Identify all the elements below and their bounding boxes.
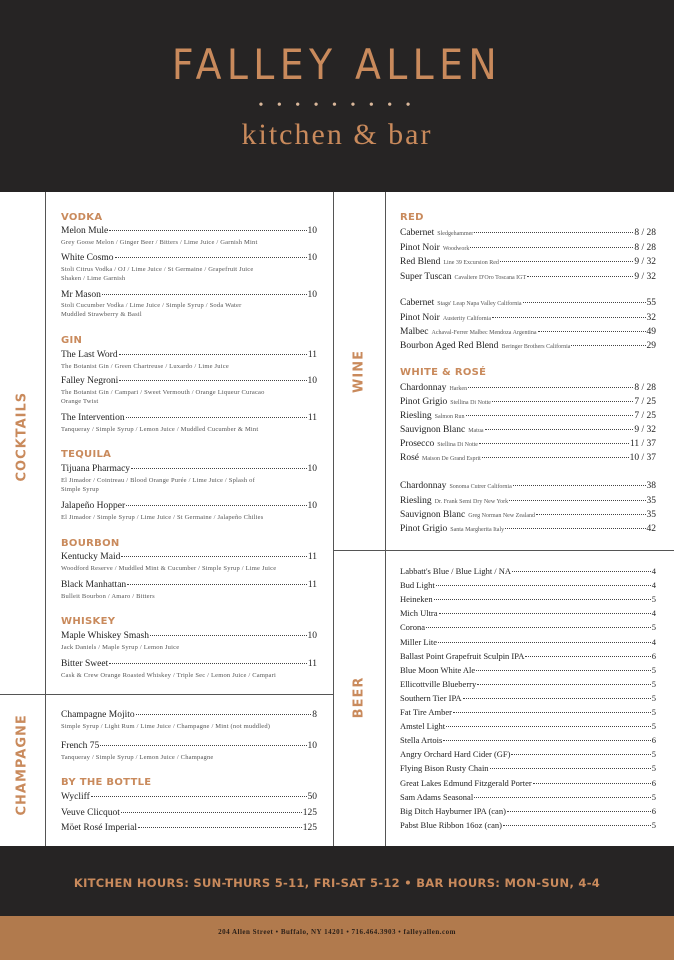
menu-item: Veuve Clicquot 125	[61, 808, 317, 818]
menu-item-desc: El Jimador / Cointreau / Blood Orange Purée / Lime Juice / Splash of	[61, 477, 255, 484]
menu-item: Pinot Noir Austerity California 32	[400, 313, 656, 323]
beer-item: Ballast Point Grapefruit Sculpin IPA 6	[400, 650, 656, 661]
menu-item-desc: Bulleit Bourbon / Amaro / Bitters	[61, 593, 155, 600]
beer-item: Corona 5	[400, 622, 656, 633]
menu-item: Chardonnay Harken 8 / 28	[400, 383, 656, 393]
menu-item: Pinot Noir Woodwork 8 / 28	[400, 243, 656, 253]
beer-item: Big Ditch Hayburner IPA (can) 6	[400, 805, 656, 816]
menu-item: Riesling Salmon Run 7 / 25	[400, 411, 656, 421]
menu-item: Sauvignon Blanc Matua 9 / 32	[400, 425, 656, 435]
menu-item: Cabernet Stags' Leap Napa Valley California 55	[400, 298, 656, 308]
menu-item: Möet Rosé Imperial 125	[61, 823, 317, 833]
menu-item: Red Blend Line 39 Excursion Red 9 / 32	[400, 257, 656, 267]
menu-item-desc: Shaken / Lime Garnish	[61, 275, 126, 282]
menu-item: Bourbon Aged Red Blend Beringer Brothers California 29	[400, 341, 656, 351]
menu-item-desc: The Botanist Gin / Campari / Sweet Vermouth / Orange Liqueur Curacao	[61, 389, 265, 396]
menu-item: Mr Mason 10	[61, 290, 317, 300]
divider-beer	[333, 550, 674, 551]
menu-item: Chardonnay Sonoma Cutrer California 38	[400, 481, 656, 491]
section-gin: GIN	[61, 335, 83, 346]
menu-item-desc: Stoli Citrus Vodka / OJ / Lime Juice / St Germaine / Grapefruit Juice	[61, 266, 254, 273]
menu-item: Pinot Grigio Santa Margherita Italy 42	[400, 524, 656, 534]
beer-item: Sam Adams Seasonal 5	[400, 791, 656, 802]
section-red: RED	[400, 212, 424, 223]
beer-item: Great Lakes Edmund Fitzgerald Porter 6	[400, 777, 656, 788]
menu-item-desc: El Jimador / Simple Syrup / Lime Juice / St Germaine / Jalapeño Chilies	[61, 514, 264, 521]
beer-item: Fat Tire Amber 5	[400, 707, 656, 717]
menu-item: Champagne Mojito 8	[61, 710, 317, 720]
menu-item: Malbec Achaval-Ferrer Malbec Mendoza Argentina 49	[400, 327, 656, 337]
section-white-rose: WHITE & ROSÉ	[400, 367, 487, 378]
menu-item-desc: Jack Daniels / Maple Syrup / Lemon Juice	[61, 644, 180, 651]
beer-item: Angry Orchard Hard Cider (GF) 5	[400, 749, 656, 760]
menu-item: Cabernet Sledgehammer 8 / 28	[400, 228, 656, 238]
beer-item: Mich Ultra 4	[400, 608, 656, 619]
menu-item: Prosecco Stellina Di Notte 11 / 37	[400, 439, 656, 449]
menu-item-desc: The Botanist Gin / Green Chartreuse / Luxardo / Lime Juice	[61, 363, 229, 370]
menu-item: French 75 10	[61, 741, 317, 751]
menu-item-desc: Simple Syrup / Light Rum / Lime Juice / Champagne / Mint (not muddled)	[61, 723, 271, 730]
menu-item: Maple Whiskey Smash 10	[61, 631, 317, 641]
menu-item-desc: Cask & Crew Orange Roasted Whiskey / Triple Sec / Lemon Juice / Campari	[61, 672, 277, 679]
beer-item: Flying Bison Rusty Chain 5	[400, 763, 656, 774]
beer-item: Pabst Blue Ribbon 16oz (can) 5	[400, 819, 656, 830]
beer-item: Southern Tier IPA 5	[400, 692, 656, 703]
beer-item: Blue Moon White Ale 5	[400, 664, 656, 675]
menu-item: Rosé Maison De Grand Esprit 10 / 37	[400, 453, 656, 463]
brand-title: FALLEY ALLEN	[171, 40, 503, 89]
section-bourbon: BOURBON	[61, 538, 120, 549]
menu-item: Melon Mule 10	[61, 226, 317, 236]
hours-text: KITCHEN HOURS: SUN-THURS 5-11, FRI-SAT 5-12 • BAR HOURS: MON-SUN, 4-4	[73, 876, 601, 890]
beer-item: Ellicottville Blueberry 5	[400, 678, 656, 689]
beer-item: Heineken 5	[400, 594, 656, 605]
menu-item: The Intervention 11	[61, 413, 317, 423]
menu-item: Jalapeño Hopper 10	[61, 501, 317, 511]
menu-item: Pinot Grigio Stellina Di Notte 7 / 25	[400, 397, 656, 407]
side-label-beer: BEER	[351, 676, 367, 719]
menu-item: Kentucky Maid 11	[61, 552, 317, 562]
menu-item-desc: Tanqueray / Simple Syrup / Lemon Juice / Champagne	[61, 754, 214, 761]
section-by-the-bottle: BY THE BOTTLE	[61, 777, 152, 788]
side-label-champagne: CHAMPAGNE	[14, 714, 30, 816]
menu-item-desc: Stoli Cucumber Vodka / Lime Juice / Simple Syrup / Soda Water	[61, 302, 242, 309]
menu-item-desc: Simple Syrup	[61, 486, 99, 493]
menu-item: The Last Word 11	[61, 350, 317, 360]
side-label-wine: WINE	[351, 350, 367, 393]
menu-item-desc: Tanqueray / Simple Syrup / Lemon Juice / Muddled Cucumber & Mint	[61, 426, 259, 433]
beer-item: Amstel Light 5	[400, 721, 656, 732]
menu-item: Falley Negroni 10	[61, 376, 317, 386]
menu-item: White Cosmo 10	[61, 253, 317, 263]
menu-item: Riesling Dr. Frank Semi Dry New York 35	[400, 496, 656, 506]
menu-item-desc: Woodford Reserve / Muddled Mint & Cucumber / Simple Syrup / Lime Juice	[61, 565, 277, 572]
divider-center-right	[385, 192, 386, 846]
beer-item: Labbatt's Blue / Blue Light / NA 4	[400, 566, 656, 576]
menu-item: Wycliff 50	[61, 792, 317, 802]
header-banner	[0, 0, 674, 192]
menu-item: Super Tuscan Cavaliere D'Oro Toscana IGT 9 / 32	[400, 272, 656, 282]
menu-item-desc: Muddled Strawberry & Basil	[61, 311, 142, 318]
side-label-cocktails: COCKTAILS	[14, 391, 30, 482]
section-whiskey: WHISKEY	[61, 616, 116, 627]
beer-item: Stella Artois 6	[400, 735, 656, 746]
menu-item: Black Manhattan 11	[61, 580, 317, 590]
menu-item: Tijuana Pharmacy 10	[61, 464, 317, 474]
menu-item-desc: Grey Goose Melon / Ginger Beer / Bitters / Lime Juice / Garnish Mint	[61, 239, 258, 246]
menu-item: Bitter Sweet 11	[61, 659, 317, 669]
section-vodka: VODKA	[61, 212, 103, 223]
address-bar	[0, 916, 674, 960]
menu-item: Sauvignon Blanc Greg Norman New Zealand 35	[400, 510, 656, 520]
brand-subtitle: kitchen & bar	[241, 118, 433, 151]
divider-center-left	[333, 192, 334, 846]
section-tequila: TEQUILA	[61, 449, 112, 460]
header-dots: • • • • • • • • •	[258, 98, 416, 113]
divider-left	[45, 192, 46, 846]
beer-item: Miller Lite 4	[400, 636, 656, 647]
beer-item: Bud Light 4	[400, 580, 656, 591]
menu-item-desc: Orange Twist	[61, 398, 99, 405]
divider-champagne	[0, 694, 333, 695]
address-text: 204 Allen Street • Buffalo, NY 14201 • 716.464.3903 • falleyallen.com	[218, 928, 456, 936]
